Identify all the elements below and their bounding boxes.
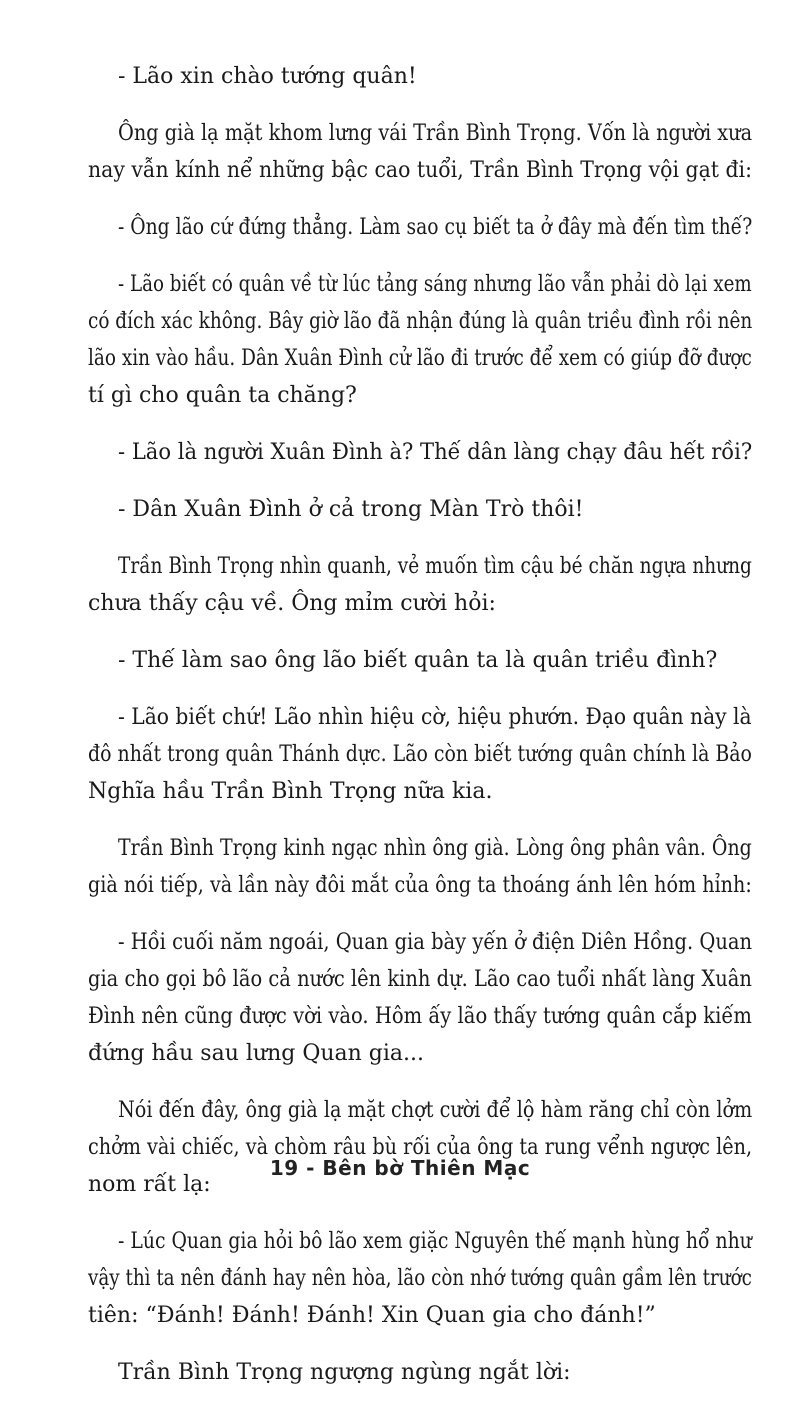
text-line: - Ông lão cứ đứng thẳng. Làm sao cụ biết ta ở đây mà đến tìm thế? <box>118 215 753 240</box>
paragraph-14 <box>118 1354 752 1391</box>
text-line: - Lão là người Xuân Đình à? Thế dân làng chạy đâu hết rồi? <box>118 440 753 465</box>
text-line: già nói tiếp, và lần này đôi mắt của ông ta thoáng ánh lên hóm hỉnh: <box>88 873 752 898</box>
paragraph-12 <box>88 1092 753 1203</box>
page-footer: 19 - Bên bờ Thiên Mạc <box>269 1156 531 1180</box>
text-line: - Thế làm sao ông lão biết quân ta là quân triều đình? <box>118 648 718 673</box>
text-line: - Dân Xuân Đình ở cả trong Màn Trò thôi! <box>118 497 584 522</box>
text-line: Nói đến đây, ông già lạ mặt chợt cười để lộ hàm răng chỉ còn lởm <box>118 1098 753 1123</box>
paragraph-3 <box>118 209 752 246</box>
paragraph-1 <box>118 58 752 95</box>
text-line: - Lão xin chào tướng quân! <box>118 64 417 89</box>
text-line: gia cho gọi bô lão cả nước lên kinh dự. Lão cao tuổi nhất làng Xuân <box>88 967 752 992</box>
text-line: lão xin vào hầu. Dân Xuân Đình cử lão đi trước để xem có giúp đỡ được <box>88 346 752 371</box>
text-line: đô nhất trong quân Thánh dực. Lão còn biết tướng quân chính là Bảo <box>88 742 752 767</box>
paragraph-13 <box>88 1223 752 1334</box>
page-body <box>88 58 753 1411</box>
text-line: có đích xác không. Bây giờ lão đã nhận đúng là quân triều đình rồi nên <box>88 309 753 334</box>
text-line: - Lão biết có quân về từ lúc tảng sáng nhưng lão vẫn phải dò lại xem <box>118 272 752 297</box>
text-line: vậy thì ta nên đánh hay nên hòa, lão còn nhớ tướng quân gầm lên trước <box>88 1266 752 1291</box>
text-line: tí gì cho quân ta chăng? <box>88 383 357 408</box>
paragraph-6 <box>118 491 752 528</box>
text-line: chởm vài chiếc, và chòm râu bù rối của ông ta rung vểnh ngược lên, <box>88 1135 753 1160</box>
text-line: Trần Bình Trọng kinh ngạc nhìn ông già. Lòng ông phân vân. Ông <box>118 836 752 861</box>
paragraph-8 <box>118 642 752 679</box>
paragraph-4 <box>88 266 753 414</box>
text-line: Trần Bình Trọng nhìn quanh, vẻ muốn tìm cậu bé chăn ngựa nhưng <box>118 554 752 579</box>
text-line: Đình nên cũng được vời vào. Hôm ấy lão thấy tướng quân cắp kiếm <box>88 1004 752 1029</box>
text-line: đứng hầu sau lưng Quan gia... <box>88 1041 425 1066</box>
paragraph-11 <box>88 924 753 1072</box>
paragraph-9 <box>88 699 752 810</box>
text-line: chưa thấy cậu về. Ông mỉm cười hỏi: <box>88 591 496 616</box>
text-line: Trần Bình Trọng ngượng ngùng ngắt lời: <box>118 1360 571 1385</box>
text-line: nom rất lạ: <box>88 1172 211 1197</box>
text-line: tiên: “Đánh! Đánh! Đánh! Xin Quan gia cho đánh!” <box>88 1303 656 1328</box>
text-line: - Lão biết chứ! Lão nhìn hiệu cờ, hiệu phướn. Đạo quân này là <box>118 705 752 730</box>
paragraph-2 <box>88 115 753 189</box>
paragraph-7 <box>88 548 752 622</box>
text-line: - Lúc Quan gia hỏi bô lão xem giặc Nguyên thế mạnh hùng hổ như <box>118 1229 752 1254</box>
text-line: - Hồi cuối năm ngoái, Quan gia bày yến ở điện Diên Hồng. Quan <box>118 930 753 955</box>
paragraph-10 <box>88 830 752 904</box>
paragraph-5 <box>118 434 752 471</box>
text-line: Nghĩa hầu Trần Bình Trọng nữa kia. <box>88 779 493 804</box>
text-line: Ông già lạ mặt khom lưng vái Trần Bình Trọng. Vốn là người xưa <box>118 121 753 146</box>
text-line: nay vẫn kính nể những bậc cao tuổi, Trần Bình Trọng vội gạt đi: <box>88 158 752 183</box>
